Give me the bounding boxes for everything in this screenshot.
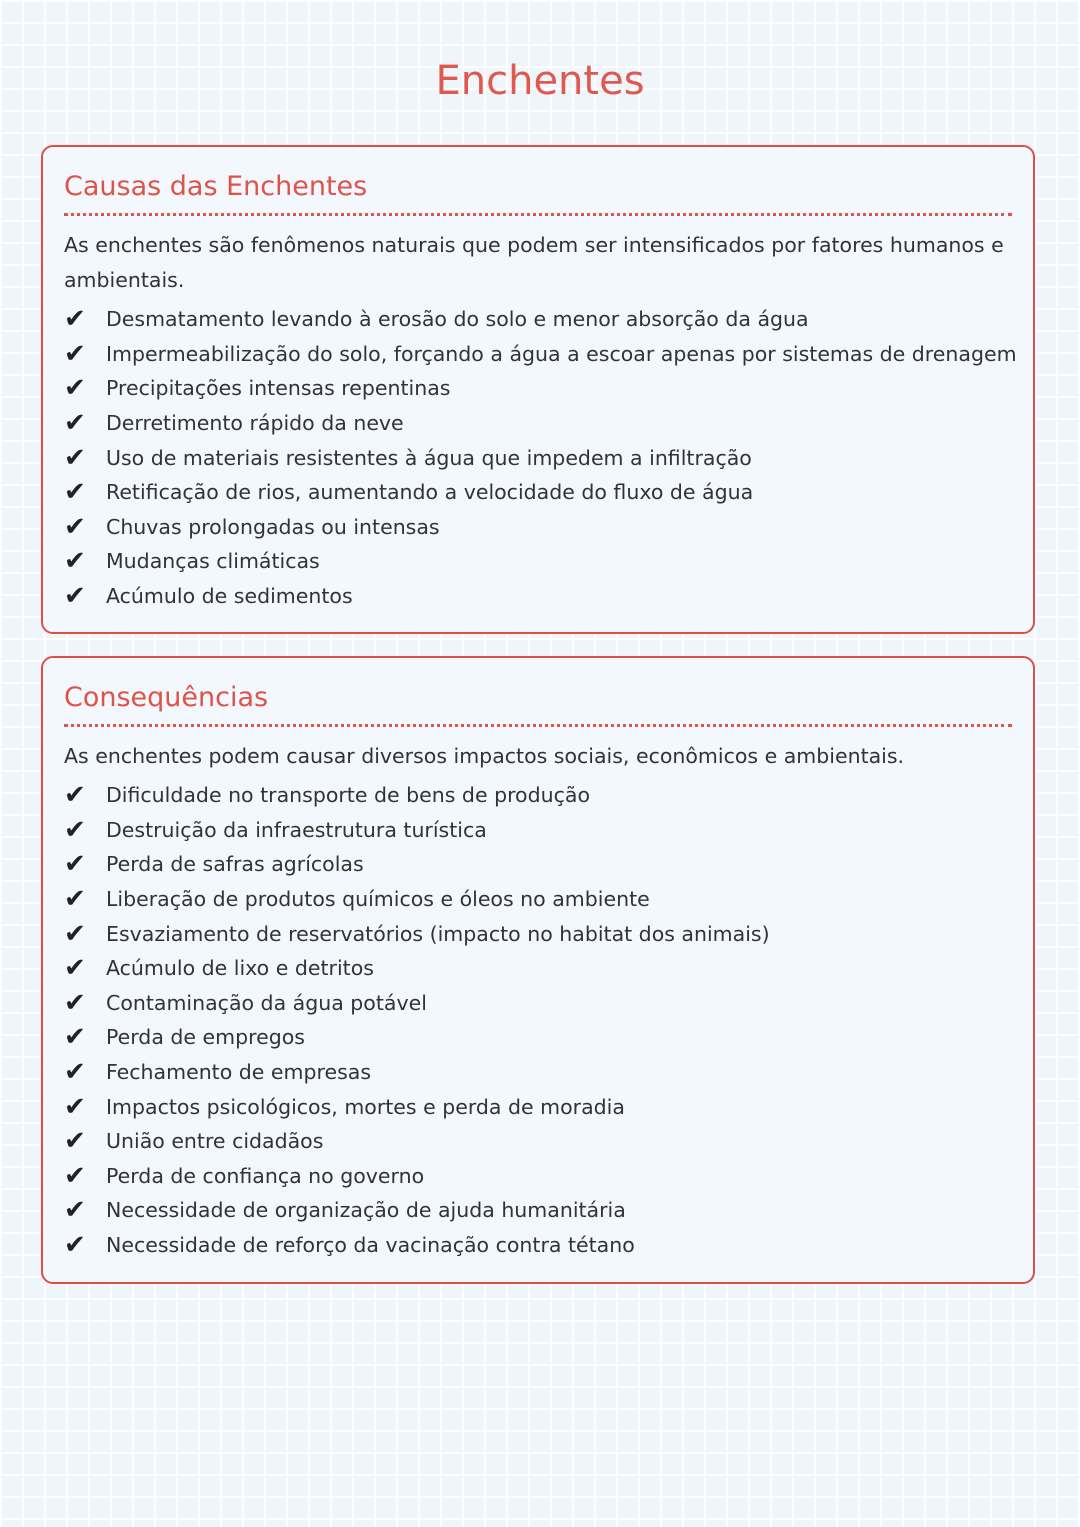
list-item-text: Desmatamento levando à erosão do solo e menor absorção da água xyxy=(106,307,809,332)
check-icon: ✔ xyxy=(64,1160,86,1191)
list-item-text: Esvaziamento de reservatórios (impacto no habitat dos animais) xyxy=(106,921,770,946)
list-item xyxy=(64,847,1012,882)
list-item-text: Chuvas prolongadas ou intensas xyxy=(106,514,440,539)
list-item xyxy=(64,302,1012,337)
list-item-text: Acúmulo de lixo e detritos xyxy=(106,956,374,981)
check-icon: ✔ xyxy=(64,1057,86,1088)
list-item-text: Perda de empregos xyxy=(106,1025,305,1050)
list-item xyxy=(64,1193,1012,1228)
list-item-text: Necessidade de reforço da vacinação contra tétano xyxy=(106,1233,635,1258)
list-item-text: Perda de safras agrícolas xyxy=(106,852,364,877)
list-item-text: Contaminação da água potável xyxy=(106,990,427,1015)
causes-list xyxy=(64,302,1017,613)
list-item xyxy=(64,1089,1012,1124)
causes-title: Causas das Enchentes xyxy=(64,169,1012,216)
check-icon: ✔ xyxy=(64,780,86,811)
causes-card xyxy=(41,145,1035,634)
check-icon: ✔ xyxy=(64,442,86,473)
check-icon: ✔ xyxy=(64,1195,86,1226)
list-item-text: Destruição da infraestrutura turística xyxy=(106,817,487,842)
consequences-title: Consequências xyxy=(64,680,1012,727)
check-icon: ✔ xyxy=(64,987,86,1018)
list-item xyxy=(64,510,1012,545)
list-item-text: Impactos psicológicos, mortes e perda de moradia xyxy=(106,1094,625,1119)
check-icon: ✔ xyxy=(64,1230,86,1261)
list-item xyxy=(64,916,1012,951)
list-item xyxy=(64,1159,1012,1194)
check-icon: ✔ xyxy=(64,546,86,577)
list-item xyxy=(64,778,1012,813)
list-item-text: Precipitações intensas repentinas xyxy=(106,376,451,401)
list-item xyxy=(64,544,1012,579)
list-item xyxy=(64,951,1012,986)
causes-intro: As enchentes são fenômenos naturais que podem ser intensificados por fatores humanos e ambientais. xyxy=(64,233,1004,292)
list-item xyxy=(64,1124,1012,1159)
check-icon: ✔ xyxy=(64,884,86,915)
list-item-text: Uso de materiais resistentes à água que impedem a infiltração xyxy=(106,445,752,470)
consequences-list xyxy=(64,778,1012,1262)
consequences-intro: As enchentes podem causar diversos impactos sociais, econômicos e ambientais. xyxy=(64,744,905,768)
list-item-text: Impermeabilização do solo, forçando a água a escoar apenas por sistemas de drenagem xyxy=(106,341,1017,366)
list-item-text: Mudanças climáticas xyxy=(106,549,320,574)
check-icon: ✔ xyxy=(64,814,86,845)
list-item-text: Retificação de rios, aumentando a velocidade do fluxo de água xyxy=(106,480,754,505)
check-icon: ✔ xyxy=(64,373,86,404)
check-icon: ✔ xyxy=(64,953,86,984)
check-icon: ✔ xyxy=(64,408,86,439)
list-item xyxy=(64,475,1012,510)
list-item xyxy=(64,1228,1012,1263)
check-icon: ✔ xyxy=(64,581,86,612)
check-icon: ✔ xyxy=(64,1126,86,1157)
list-item xyxy=(64,1020,1012,1055)
list-item xyxy=(64,371,1012,406)
check-icon: ✔ xyxy=(64,338,86,369)
list-item-text: Necessidade de organização de ajuda humanitária xyxy=(106,1198,626,1223)
check-icon: ✔ xyxy=(64,304,86,335)
consequences-card xyxy=(41,656,1035,1284)
list-item xyxy=(64,882,1012,917)
list-item-text: Dificuldade no transporte de bens de produção xyxy=(106,783,590,808)
list-item xyxy=(64,1055,1012,1090)
page-title: Enchentes xyxy=(435,58,645,104)
list-item-text: Derretimento rápido da neve xyxy=(106,411,404,436)
list-item-text: Acúmulo de sedimentos xyxy=(106,584,353,609)
check-icon: ✔ xyxy=(64,918,86,949)
list-item xyxy=(64,986,1012,1021)
list-item xyxy=(64,579,1012,614)
list-item-text: Liberação de produtos químicos e óleos no ambiente xyxy=(106,887,650,912)
check-icon: ✔ xyxy=(64,511,86,542)
check-icon: ✔ xyxy=(64,1022,86,1053)
list-item xyxy=(64,337,1017,372)
check-icon: ✔ xyxy=(64,1091,86,1122)
list-item-text: União entre cidadãos xyxy=(106,1129,324,1154)
list-item-text: Perda de confiança no governo xyxy=(106,1163,425,1188)
list-item-text: Fechamento de empresas xyxy=(106,1060,372,1085)
check-icon: ✔ xyxy=(64,849,86,880)
list-item xyxy=(64,406,1012,441)
list-item xyxy=(64,440,1012,475)
check-icon: ✔ xyxy=(64,477,86,508)
list-item xyxy=(64,813,1012,848)
